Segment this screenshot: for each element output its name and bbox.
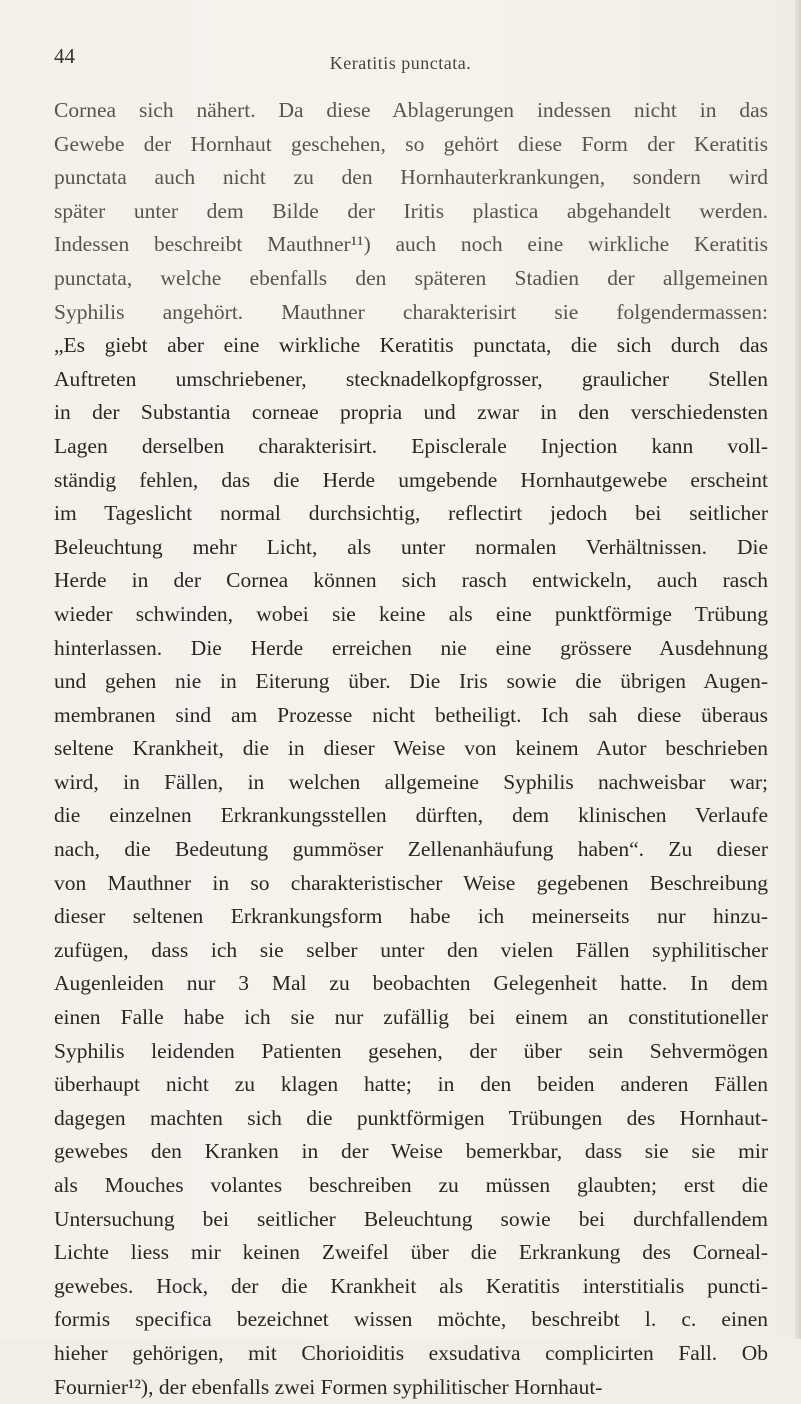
text-line: später unter dem Bilde der Iritis plastica abgehandelt werden. <box>54 198 768 223</box>
text-line: Untersuchung bei seitlicher Beleuchtung sowie bei durchfallendem <box>54 1206 768 1231</box>
text-line: gewebes. Hock, der die Krankheit als Keratitis interstitialis puncti- <box>54 1273 768 1298</box>
text-line: Herde in der Cornea können sich rasch entwickeln, auch rasch <box>54 568 768 593</box>
text-line: Augenleiden nur 3 Mal zu beobachten Gelegenheit hatte. In dem <box>54 971 768 996</box>
text-line: im Tageslicht normal durchsichtig, reflectirt jedoch bei seitlicher <box>54 501 768 526</box>
text-line: Lichte liess mir keinen Zweifel über die Erkrankung des Corneal- <box>54 1240 768 1265</box>
text-line: dagegen machten sich die punktförmigen Trübungen des Hornhaut- <box>54 1105 768 1130</box>
text-line: nach, die Bedeutung gummöser Zellenanhäufung haben“. Zu dieser <box>54 837 768 862</box>
page-header <box>0 46 801 78</box>
text-line: formis specifica bezeichnet wissen möchte, beschreibt l. c. einen <box>54 1307 768 1332</box>
text-line: „Es giebt aber eine wirkliche Keratitis punctata, die sich durch das <box>54 333 768 358</box>
text-line: Syphilis leidenden Patienten gesehen, der über sein Sehvermögen <box>54 1038 768 1063</box>
text-line: ständig fehlen, das die Herde umgebende Hornhautgewebe erscheint <box>54 467 768 492</box>
page-number: 44 <box>54 44 75 68</box>
text-line: in der Substantia corneae propria und zwar in den verschiedensten <box>54 400 768 425</box>
text-line: als Mouches volantes beschreiben zu müssen glaubten; erst die <box>54 1173 768 1197</box>
text-line: die einzelnen Erkrankungsstellen dürften, dem klinischen Verlaufe <box>54 803 768 828</box>
text-line: Cornea sich nähert. Da diese Ablagerungen indessen nicht in das <box>54 98 768 122</box>
text-line: und gehen nie in Eiterung über. Die Iris sowie die übrigen Augen- <box>54 669 768 694</box>
text-line: einen Falle habe ich sie nur zufällig bei einem an constitutioneller <box>54 1005 768 1030</box>
text-line: hinterlassen. Die Herde erreichen nie eine grössere Ausdehnung <box>54 635 768 660</box>
text-line: punctata, welche ebenfalls den späteren Stadien der allgemeinen <box>54 265 768 290</box>
text-line: Auftreten umschriebener, stecknadelkopfgrosser, graulicher Stellen <box>54 366 768 391</box>
page-edge-shadow <box>795 0 801 1339</box>
text-line: hieher gehörigen, mit Chorioiditis exsudativa complicirten Fall. Ob <box>54 1340 768 1365</box>
text-line: seltene Krankheit, die in dieser Weise von keinem Autor beschrieben <box>54 736 768 761</box>
text-line: Gewebe der Hornhaut geschehen, so gehört diese Form der Keratitis <box>54 131 768 156</box>
text-line: wieder schwinden, wobei sie keine als eine punktförmige Trübung <box>54 601 768 626</box>
text-line: dieser seltenen Erkrankungsform habe ich meinerseits nur hinzu- <box>54 904 768 929</box>
text-line: gewebes den Kranken in der Weise bemerkbar, dass sie sie mir <box>54 1139 768 1164</box>
text-line: zufügen, dass ich sie selber unter den vielen Fällen syphilitischer <box>54 937 768 962</box>
text-line: membranen sind am Prozesse nicht betheiligt. Ich sah diese überaus <box>54 702 768 727</box>
text-line: Fournier¹²), der ebenfalls zwei Formen syphilitischer Hornhaut- <box>54 1374 603 1399</box>
text-line: Lagen derselben charakterisirt. Episclerale Injection kann voll- <box>54 433 768 458</box>
text-line: Syphilis angehört. Mauthner charakterisirt sie folgendermassen: <box>54 299 768 324</box>
text-line: wird, in Fällen, in welchen allgemeine Syphilis nachweisbar war; <box>54 769 768 794</box>
text-line: Indessen beschreibt Mauthner¹¹) auch noch eine wirkliche Keratitis <box>54 232 768 257</box>
body-text <box>54 94 768 1404</box>
text-line: punctata auch nicht zu den Hornhauterkrankungen, sondern wird <box>54 165 768 190</box>
text-line: Beleuchtung mehr Licht, als unter normalen Verhältnissen. Die <box>54 534 768 559</box>
running-head: Keratitis punctata. <box>329 53 472 73</box>
text-line: von Mauthner in so charakteristischer Weise gegebenen Beschreibung <box>54 870 768 895</box>
text-line: überhaupt nicht zu klagen hatte; in den beiden anderen Fällen <box>54 1072 768 1097</box>
